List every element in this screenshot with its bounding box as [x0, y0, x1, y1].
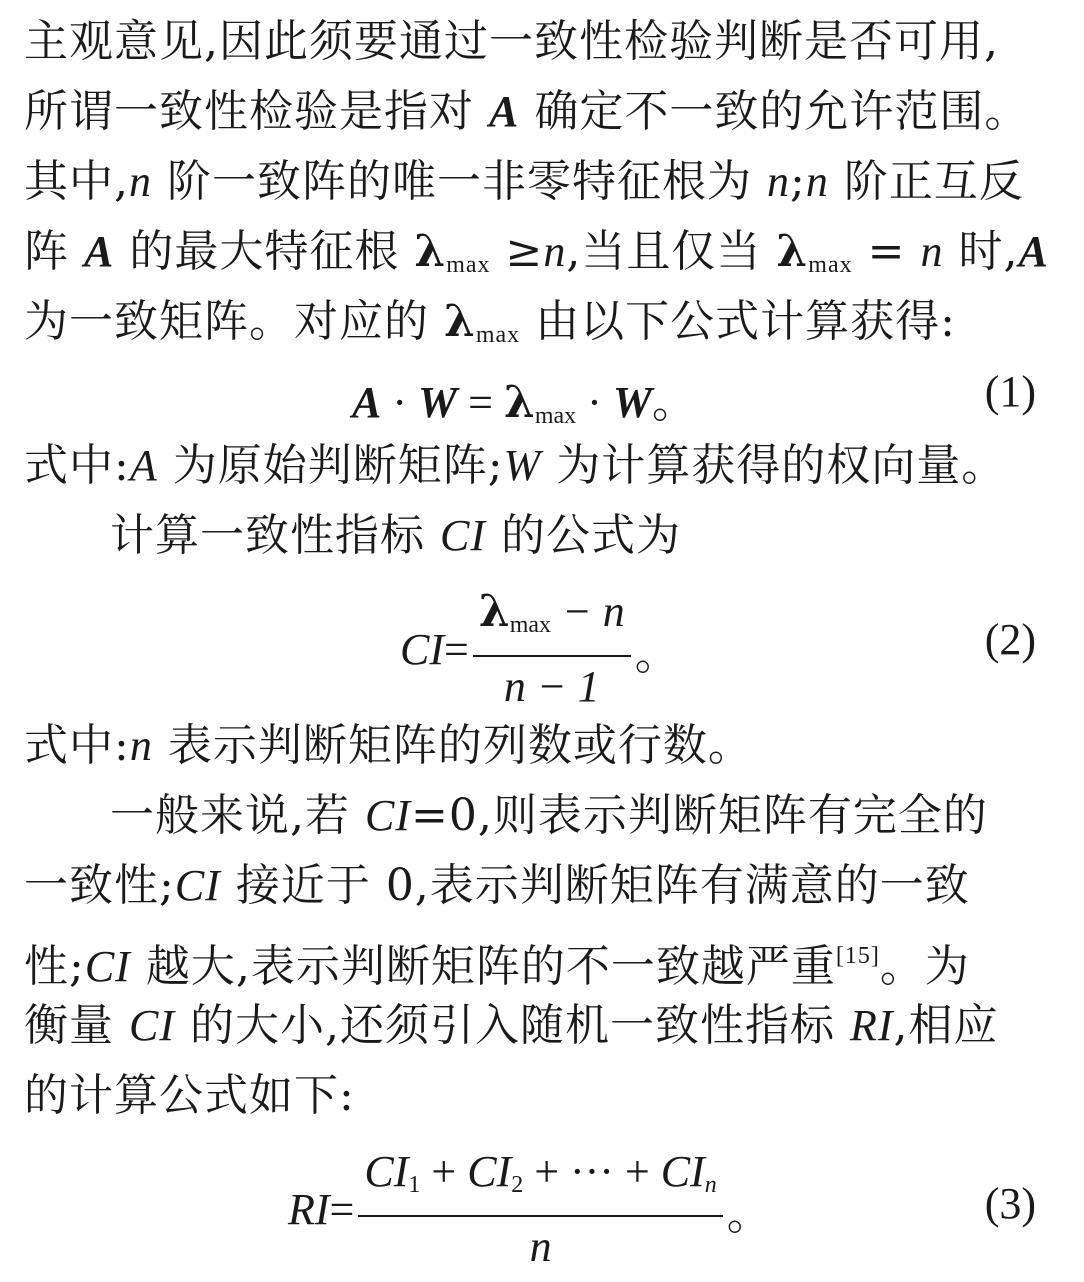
equation-2-number: (2): [984, 615, 1036, 664]
paragraph-line-12: 一致性;CI 接近于 0,表示判断矩阵有满意的一致: [24, 860, 970, 911]
equation-3-number: (3): [984, 1179, 1036, 1228]
paragraph-line-2: 所谓一致性检验是指对 A 确定不一致的允许范围。: [24, 86, 1030, 137]
paragraph-line-14: 衡量 CI 的大小,还须引入随机一致性指标 RI,相应: [24, 1000, 999, 1051]
equation-2-numerator: $\lambda_{max} - n$: [473, 586, 631, 657]
equation-3: RI= $\frac{CI_1 + CI_2 + \cdot\cdot\cdot + CI_n}{n}$ 。: [288, 1147, 771, 1271]
equation-3-numerator: $CI_1 + CI_2$ + ··· + $CI_n$: [358, 1146, 722, 1217]
paragraph-line-3: 其中,n 阶一致阵的唯一非零特征根为 n;n 阶正互反: [24, 156, 1024, 207]
paragraph-line-10: 式中:n 表示判断矩阵的列数或行数。: [24, 720, 753, 771]
paragraph-line-5: 为一致矩阵。对应的 $\lambda_{max}$ 由以下公式计算获得:: [24, 296, 957, 348]
paragraph-line-15: 的计算公式如下:: [24, 1070, 355, 1121]
equation-1: $A \cdot W = \lambda_{max} \cdot W$。: [352, 377, 696, 429]
citation-reference[interactable]: [15]: [835, 943, 880, 969]
paragraph-line-7: 式中:A 为原始判断矩阵;W 为计算获得的权向量。: [24, 440, 1007, 491]
paragraph-line-11: 一般来说,若 CI=0,则表示判断矩阵有完全的: [110, 790, 988, 841]
paragraph-line-4: 阵 A 的最大特征根 $\lambda_{max} \ge n$,当且仅当 $\lambda_{max} = n$ 时,A: [24, 226, 1049, 278]
equation-1-number: (1): [984, 367, 1036, 416]
equation-2-fraction: [473, 586, 631, 713]
equation-3-denominator: n: [529, 1222, 552, 1271]
paragraph-line-8: 计算一致性指标 CI 的公式为: [110, 510, 681, 561]
paragraph-line-1: 主观意见,因此须要通过一致性检验判断是否可用,: [24, 16, 999, 67]
equation-2: CI= $\frac{\lambda_{max} - n}{n - 1}$ 。: [400, 586, 679, 711]
equation-3-fraction: [358, 1146, 722, 1273]
equation-2-denominator: n − 1: [503, 662, 600, 711]
paragraph-line-13: 性;CI 越大,表示判断矩阵的不一致越严重[15]。为: [24, 941, 970, 992]
